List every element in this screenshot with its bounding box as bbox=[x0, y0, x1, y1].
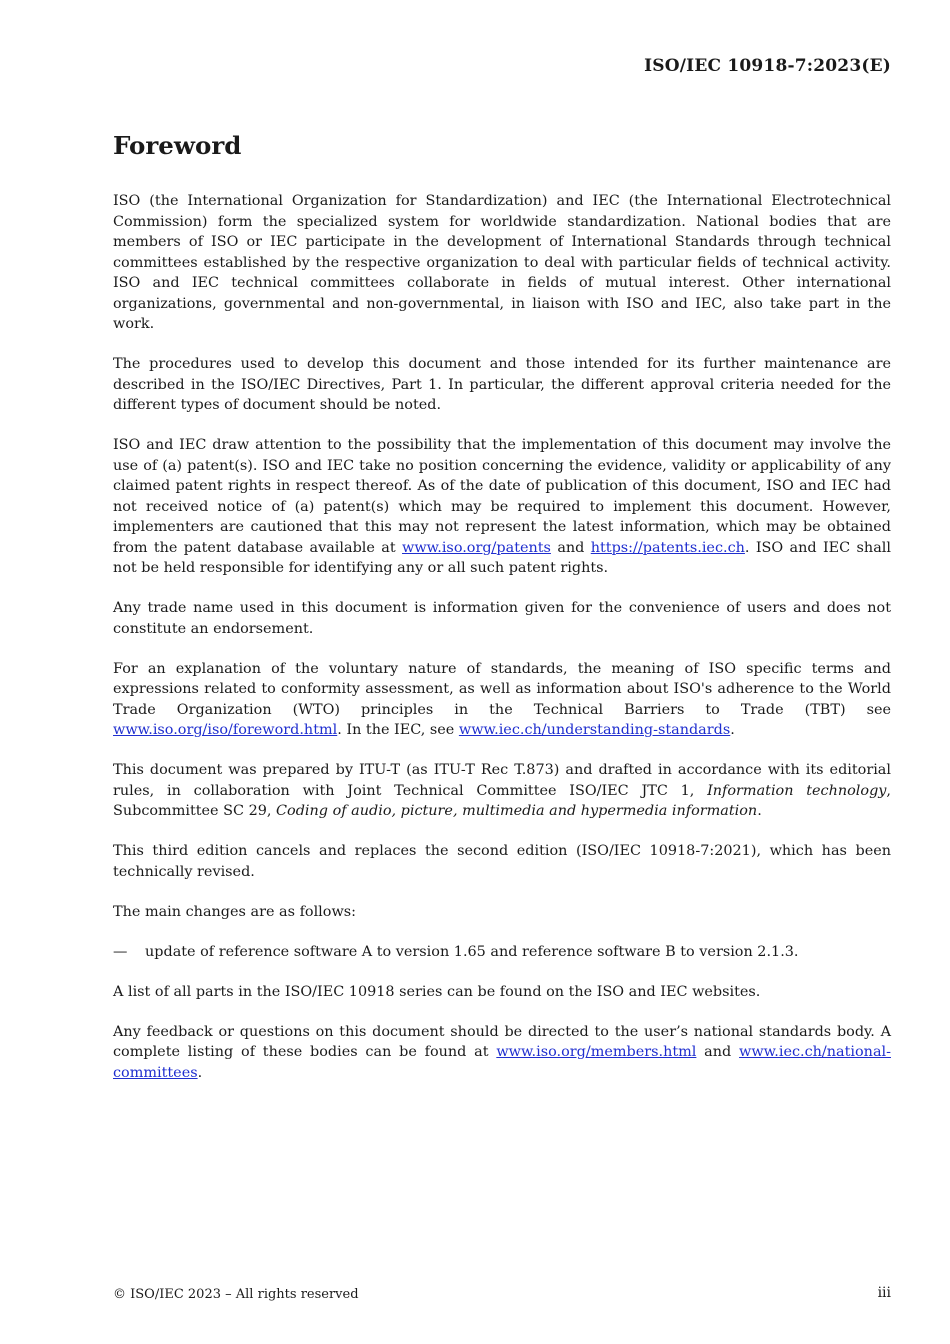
paragraph-iso-iec-intro: ISO (the International Organization for Standardization) and IEC (the International Electrotechnical Commission) form the specialized system for worldwide standardization. National bodies that are members of ISO or IEC participate in the development of International Standards through technical committees established by the respective organization to deal with particular fields of technical activity. ISO and IEC technical committees collaborate in fields of mutual interest. Other international organizations, governmental and non-governmental, in liaison with ISO and IEC, also take part in the work. bbox=[113, 193, 891, 332]
page-number: iii bbox=[877, 1285, 891, 1301]
dash-bullet: — bbox=[113, 943, 128, 960]
foreword-body bbox=[113, 191, 891, 1103]
list-item-text: update of reference software A to version 1.65 and reference software B to version 2.1.3. bbox=[145, 943, 799, 960]
copyright-notice: © ISO/IEC 2023 – All rights reserved bbox=[113, 1287, 359, 1302]
paragraph-patents-text-2: and bbox=[550, 539, 591, 556]
paragraph-feedback bbox=[113, 1022, 891, 1084]
iso-members-link[interactable]: www.iso.org/members.html bbox=[496, 1044, 697, 1060]
paragraph-patents-text-3: . ISO and IEC shall not be held responsible for identifying any or all such patent rights. bbox=[113, 539, 891, 576]
paragraph-main-changes: The main changes are as follows: bbox=[113, 903, 356, 920]
paragraph-voluntary-text-1: For an explanation of the voluntary nature of standards, the meaning of ISO specific terms and expressions related to conformity assessment, as well as information about ISO's adherence to the World Trade Organization (WTO) principles in the Technical Barriers to Trade (TBT) see bbox=[113, 660, 891, 718]
iec-patents-link[interactable]: https://patents.iec.ch bbox=[590, 539, 745, 556]
iso-patents-link[interactable]: www.iso.org/patents bbox=[402, 539, 551, 556]
paragraph-prepared-text-3: . bbox=[757, 803, 762, 819]
paragraph-voluntary-text-2: . In the IEC, see bbox=[337, 722, 459, 738]
page-title: Foreword bbox=[113, 131, 242, 160]
iec-understanding-standards-link[interactable]: www.iec.ch/understanding-standards bbox=[458, 722, 731, 738]
paragraph-procedures: The procedures used to develop this document and those intended for its further maintenance are described in the ISO/IEC Directives, Part 1. In particular, the different approval criteria needed for the different types of document should be noted. bbox=[113, 356, 891, 413]
paragraph-patents-text-1: ISO and IEC draw attention to the possibility that the implementation of this document may involve the use of (a) patent(s). ISO and IEC take no position concerning the evidence, validity or applicability of any claimed patent rights in respect thereof. As of the date of publication of this document, ISO and IEC had not received notice of (a) patent(s) which may be required to implement this document. However, implementers are cautioned that this may not represent the latest information, which may be obtained from the patent database available at bbox=[113, 437, 891, 556]
paragraph-prepared-by bbox=[113, 760, 891, 822]
paragraph-voluntary-text-3: . bbox=[730, 722, 735, 738]
subcommittee-title-italic: Coding of audio, picture, multimedia and hypermedia information bbox=[276, 803, 758, 819]
paragraph-prepared-text-1: This document was prepared by ITU-T (as ITU-T Rec T.873) and drafted in accordance with its editorial rules, in collaboration with Joint Technical Committee ISO/IEC JTC 1, bbox=[113, 762, 891, 799]
list-item bbox=[113, 942, 891, 963]
document-id: ISO/IEC 10918-7:2023(E) bbox=[644, 56, 891, 76]
paragraph-voluntary-nature bbox=[113, 659, 891, 741]
paragraph-edition: This third edition cancels and replaces the second edition (ISO/IEC 10918-7:2021), which has been technically revised. bbox=[113, 843, 891, 880]
iso-foreword-link[interactable]: www.iso.org/iso/foreword.html bbox=[113, 722, 338, 738]
paragraph-feedback-text-1: Any feedback or questions on this document should be directed to the user’s national standards body. A complete listing of these bodies can be found at bbox=[113, 1023, 891, 1060]
committee-title-italic: Information technology bbox=[707, 782, 887, 799]
paragraph-series-list: A list of all parts in the ISO/IEC 10918 series can be found on the ISO and IEC websites. bbox=[113, 983, 761, 1000]
iec-national-committees-link[interactable]: www.iec.ch/national-committees bbox=[113, 1044, 891, 1081]
paragraph-trade-name: Any trade name used in this document is information given for the convenience of users and does not constitute an endorsement. bbox=[113, 600, 891, 637]
paragraph-feedback-text-2: and bbox=[696, 1044, 740, 1060]
paragraph-feedback-text-3: . bbox=[197, 1064, 203, 1081]
paragraph-prepared-text-2: , Subcommittee SC 29, bbox=[113, 782, 891, 819]
paragraph-patents bbox=[113, 435, 891, 579]
